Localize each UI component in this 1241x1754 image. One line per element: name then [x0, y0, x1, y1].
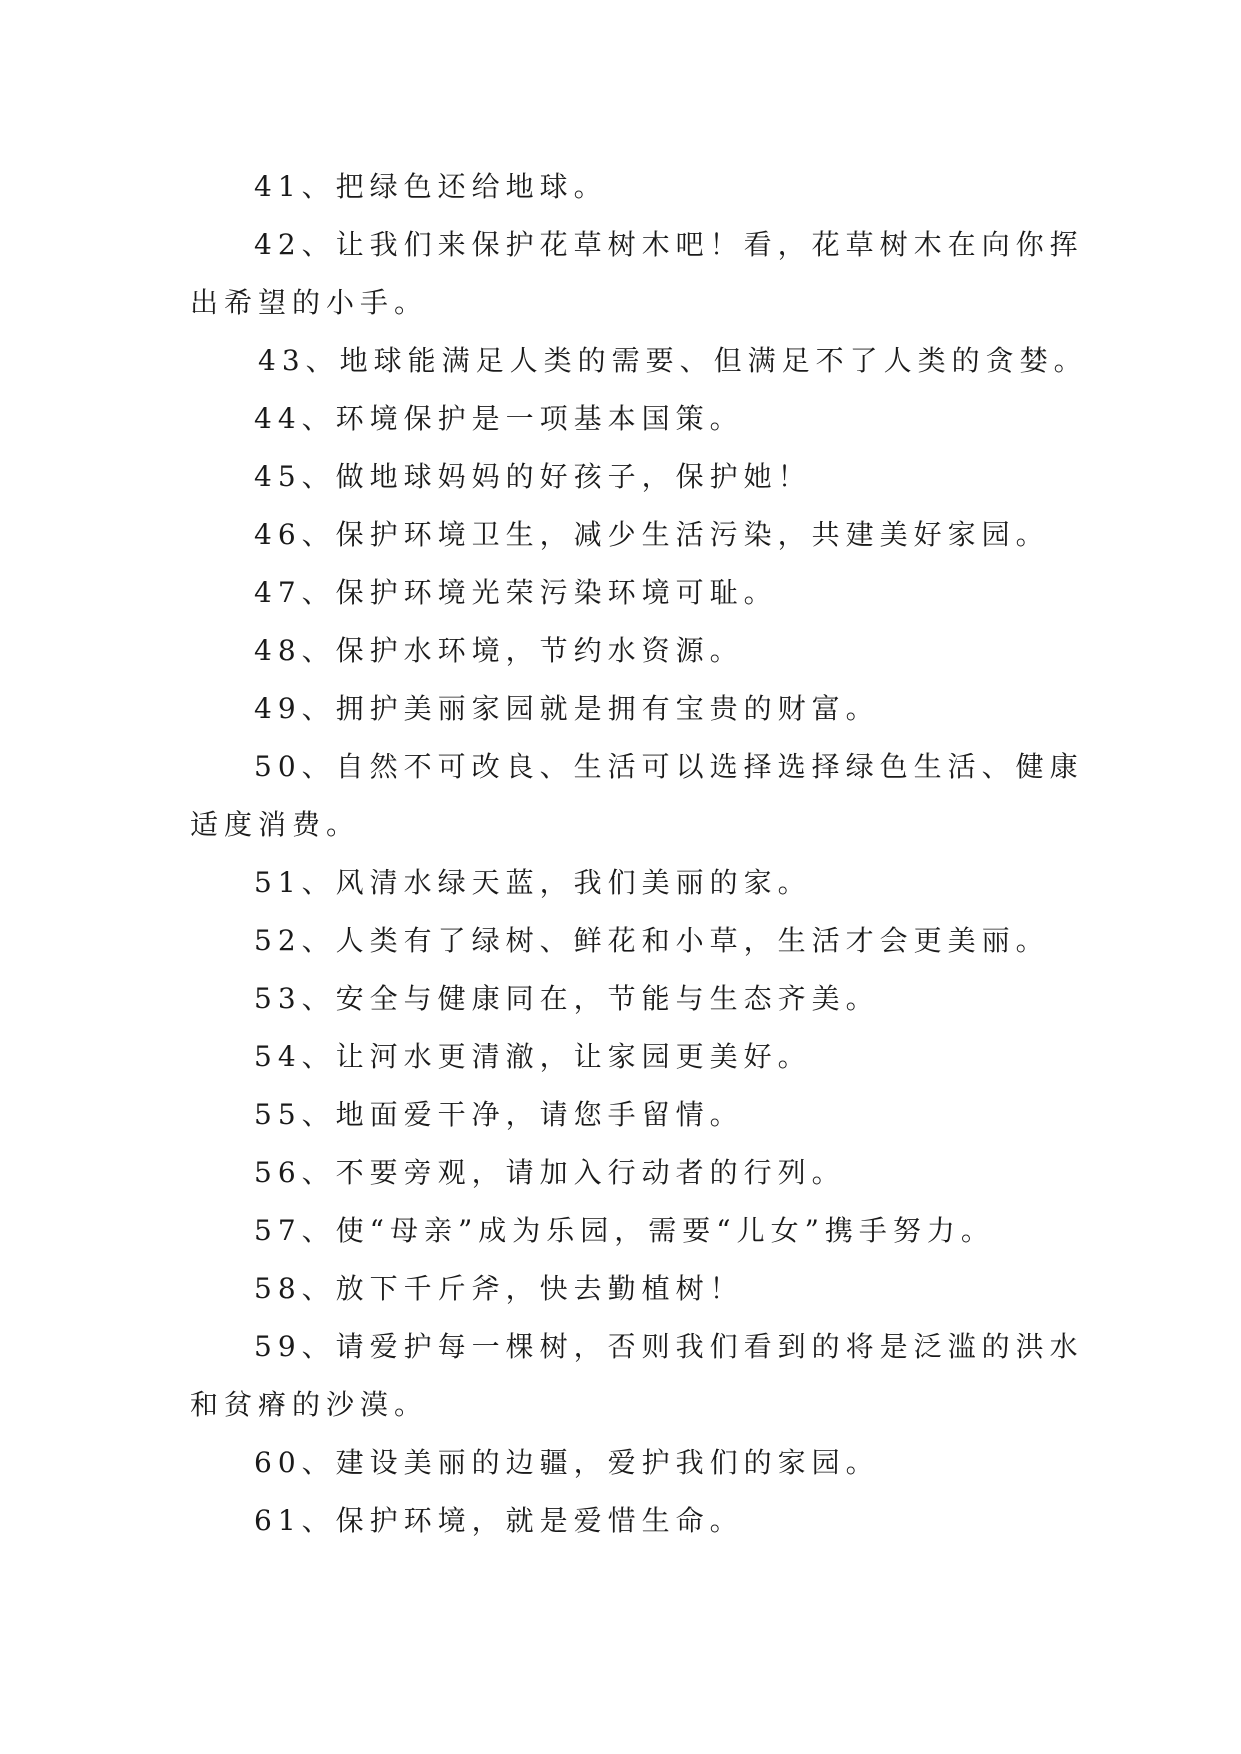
slogan-43: 43、地球能满足人类的需要、但满足不了人类的贪婪。 — [258, 344, 1088, 377]
slogan-46: 46、保护环境卫生，减少生活污染，共建美好家园。 — [254, 518, 1050, 551]
slogan-58: 58、放下千斤斧，快去勤植树！ — [254, 1272, 744, 1305]
slogan-61: 61、保护环境，就是爱惜生命。 — [254, 1504, 744, 1537]
slogan-41: 41、把绿色还给地球。 — [254, 170, 608, 203]
slogan-45: 45、做地球妈妈的好孩子，保护她！ — [254, 460, 812, 493]
slogan-53: 53、安全与健康同在，节能与生态齐美。 — [254, 982, 880, 1015]
slogan-51: 51、风清水绿天蓝，我们美丽的家。 — [254, 866, 812, 899]
slogan-52: 52、人类有了绿树、鲜花和小草，生活才会更美丽。 — [254, 924, 1050, 957]
slogan-56: 56、不要旁观，请加入行动者的行列。 — [254, 1156, 846, 1189]
slogan-list — [190, 158, 1088, 1550]
slogan-49: 49、拥护美丽家园就是拥有宝贵的财富。 — [254, 692, 880, 725]
slogan-59-continued: 和贫瘠的沙漠。 — [190, 1388, 429, 1421]
slogan-59: 59、请爱护每一棵树，否则我们看到的将是泛滥的洪水 — [254, 1330, 1084, 1363]
slogan-50: 50、自然不可改良、生活可以选择选择绿色生活、健康 — [254, 750, 1084, 783]
slogan-55: 55、地面爱干净，请您手留情。 — [254, 1098, 744, 1131]
slogan-42-continued: 出希望的小手。 — [190, 286, 429, 319]
slogan-44: 44、环境保护是一项基本国策。 — [254, 402, 744, 435]
slogan-50-continued: 适度消费。 — [190, 808, 361, 841]
slogan-60: 60、建设美丽的边疆，爱护我们的家园。 — [254, 1446, 880, 1479]
slogan-48: 48、保护水环境，节约水资源。 — [254, 634, 744, 667]
slogan-54: 54、让河水更清澈，让家园更美好。 — [254, 1040, 812, 1073]
slogan-42: 42、让我们来保护花草树木吧！看，花草树木在向你挥 — [254, 228, 1084, 261]
slogan-47: 47、保护环境光荣污染环境可耻。 — [254, 576, 778, 609]
slogan-57: 57、使“母亲”成为乐园，需要“儿女”携手努力。 — [254, 1214, 995, 1247]
